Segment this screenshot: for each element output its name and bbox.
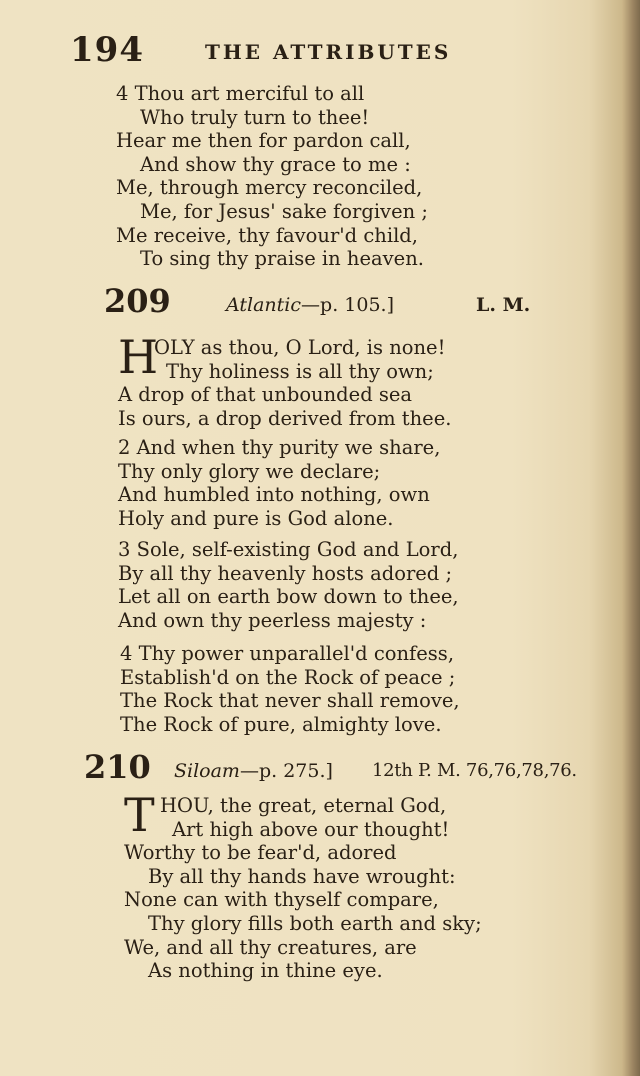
drop-cap: H [118, 330, 159, 384]
verse-line: Holy and pure is God alone. [118, 506, 394, 530]
verse-line: Me, for Jesus' sake forgiven ; [140, 199, 428, 223]
hymn-209-stanza-3 [118, 538, 459, 632]
verse-line: None can with thyself compare, [124, 888, 439, 912]
verse-line: And show thy grace to me : [140, 152, 411, 176]
meter: 12th P. M. 76,76,78,76. [372, 760, 577, 781]
verse-line: Who truly turn to thee! [140, 105, 370, 129]
tune-name [174, 760, 333, 782]
tune-title: Atlantic [226, 294, 302, 316]
verse-line: 4 Thy power unparallel'd confess, [120, 642, 455, 665]
verse-line: We, and all thy creatures, are [124, 935, 417, 959]
verse-line: 4 Thou art merciful to all [116, 82, 365, 105]
hymn-number: 209 [104, 282, 171, 320]
verse-line: Worthy to be fear'd, adored [124, 841, 397, 865]
verse-line: OLY as thou, O Lord, is none! [154, 336, 446, 359]
hymn-209-heading [104, 282, 604, 322]
verse-line: Hear me then for pardon call, [116, 129, 411, 153]
hymn-209-stanza-2 [118, 436, 440, 530]
verse-line: By all thy heavenly hosts adored ; [118, 561, 453, 585]
verse-line: And own thy peerless majesty : [118, 608, 427, 632]
verse-line: 3 Sole, self-existing God and Lord, [118, 538, 459, 561]
verse-line: And humbled into nothing, own [118, 483, 430, 507]
page-header [70, 30, 490, 70]
hymn-210-heading [84, 748, 624, 788]
verse-line: Thy glory fills both earth and sky; [148, 911, 482, 935]
verse-line: Let all on earth bow down to thee, [118, 585, 459, 609]
tune-page-ref: —p. 105.] [301, 294, 394, 316]
verse-line: Is ours, a drop derived from thee. [118, 406, 452, 430]
tune-page-ref: —p. 275.] [239, 760, 333, 782]
verse-line: Thy only glory we declare; [118, 459, 381, 483]
drop-cap: T [124, 788, 155, 842]
hymn-number: 210 [84, 748, 151, 786]
verse-line: The Rock of pure, almighty love. [120, 712, 442, 736]
running-head: THE ATTRIBUTES [205, 40, 452, 64]
stanza-prev [116, 82, 428, 271]
verse-line: Thy holiness is all thy own; [166, 359, 434, 383]
tune-name [226, 294, 394, 316]
verse-line: To sing thy praise in heaven. [140, 247, 424, 271]
book-spine-shadow [622, 0, 640, 1076]
verse-line: Me, through mercy reconciled, [116, 176, 423, 200]
verse-line: HOU, the great, eternal God, [160, 794, 447, 817]
tune-title: Siloam [174, 760, 240, 782]
verse-line: 2 And when thy purity we share, [118, 436, 441, 459]
verse-line: The Rock that never shall remove, [120, 689, 460, 713]
hymn-209-stanza-1 [118, 330, 452, 430]
hymn-210-stanza-1 [124, 788, 482, 983]
verse-line: Art high above our thought! [172, 817, 450, 841]
verse-line: As nothing in thine eye. [148, 959, 383, 983]
meter: L. M. [476, 294, 531, 316]
verse-line: A drop of that unbounded sea [118, 383, 413, 407]
verse-line: Establish'd on the Rock of peace ; [120, 665, 456, 689]
hymn-209-stanza-4 [120, 642, 460, 736]
verse-line: By all thy hands have wrought: [148, 864, 456, 888]
verse-line: Me receive, thy favour'd child, [116, 223, 418, 247]
page-number: 194 [70, 30, 144, 70]
